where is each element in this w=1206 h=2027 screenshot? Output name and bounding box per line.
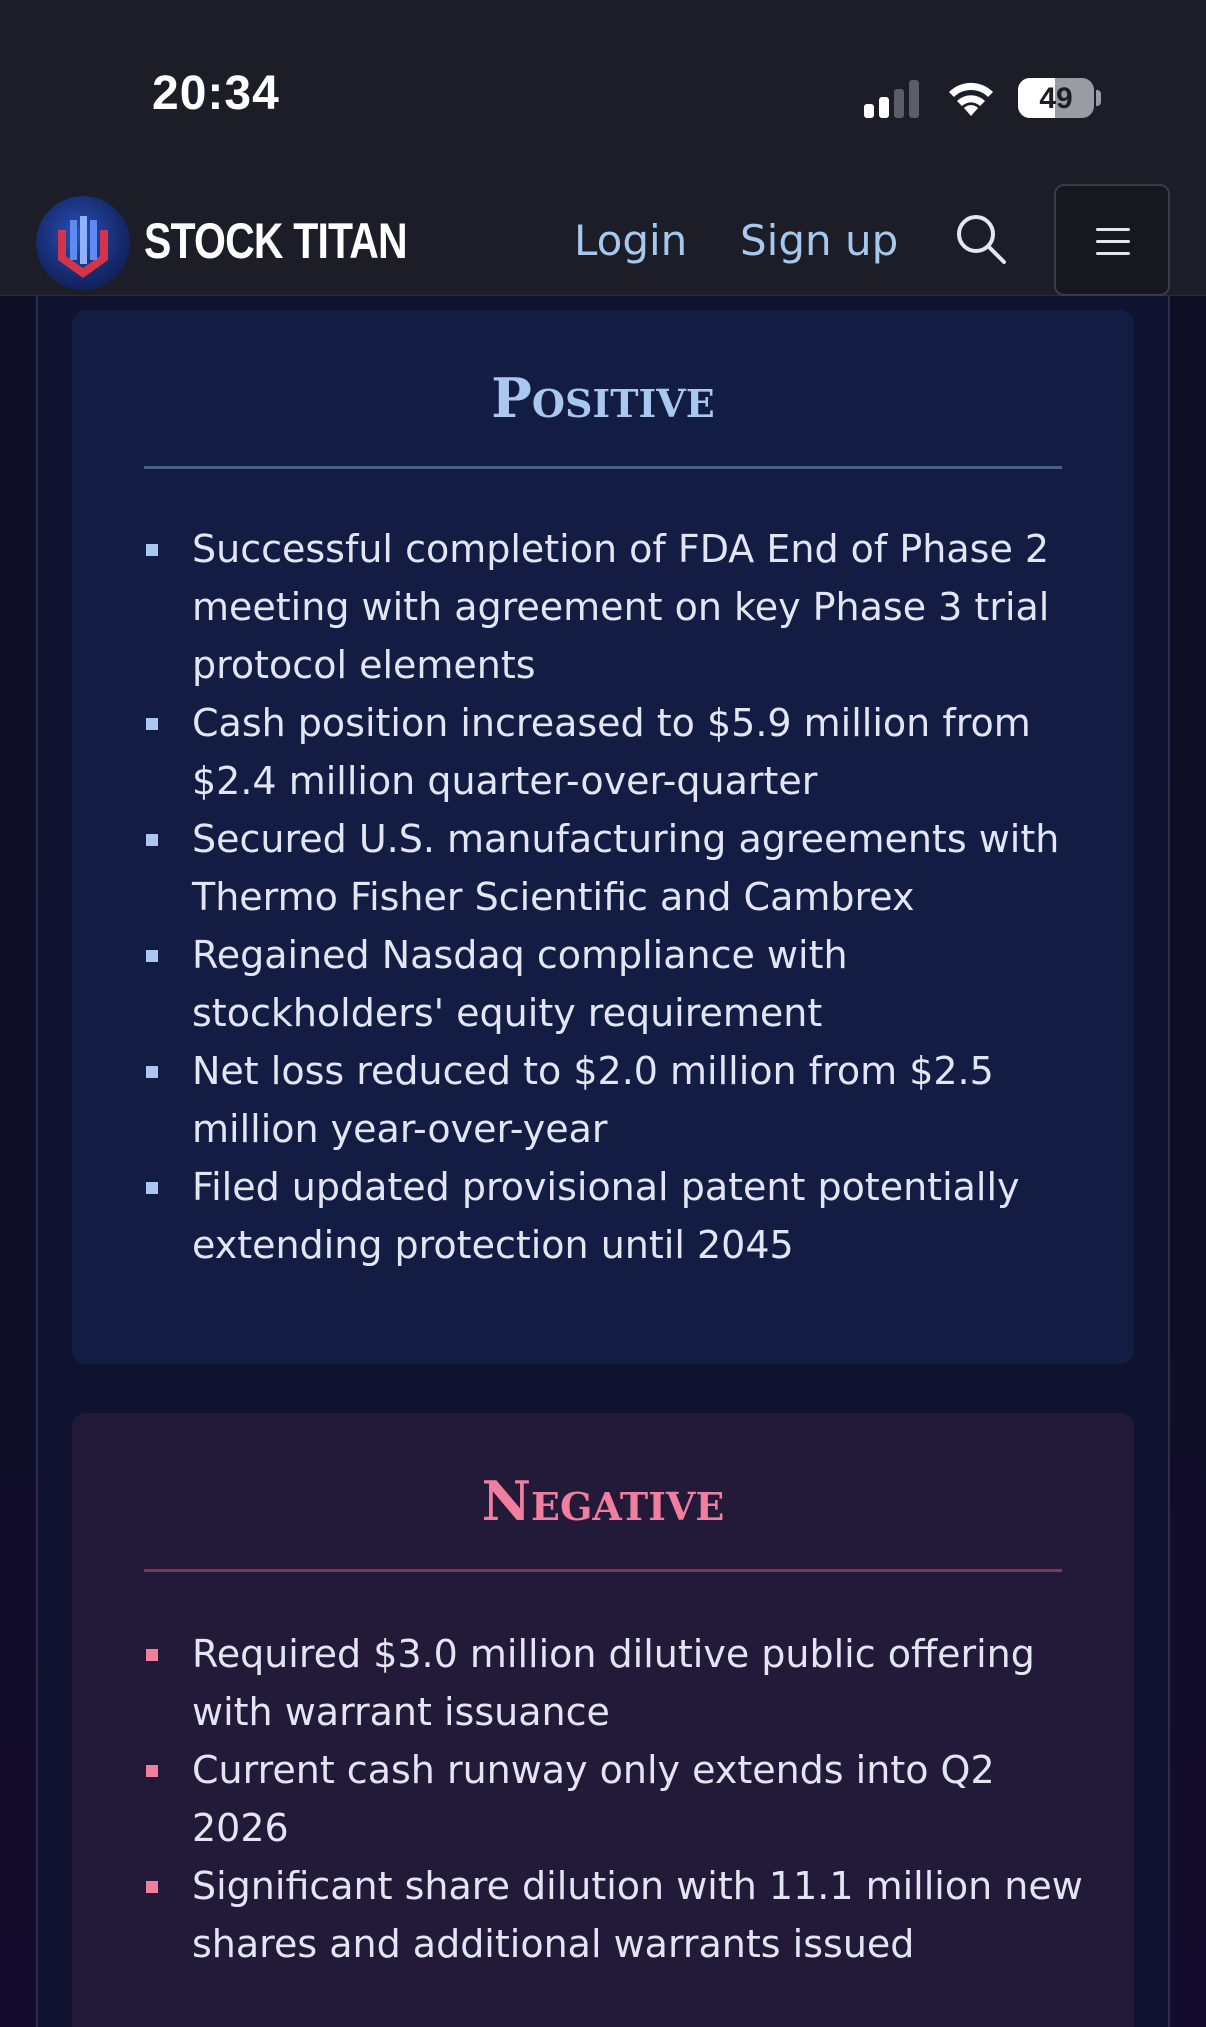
bullet-square-icon	[146, 544, 158, 556]
battery-tip	[1096, 90, 1101, 106]
negative-title: Negative	[481, 1469, 725, 1533]
status-time: 20:34	[152, 67, 280, 120]
bullet-square-icon	[146, 950, 158, 962]
positive-item	[144, 926, 1084, 1042]
bullet-square-icon	[146, 1066, 158, 1078]
negative-item-text: Significant share dilution with 11.1 million new shares and additional warrants issued	[192, 1864, 1083, 1966]
bullet-square-icon	[146, 1881, 158, 1893]
positive-item	[144, 1042, 1084, 1158]
negative-item	[144, 1625, 1084, 1741]
negative-card	[72, 1413, 1134, 2027]
site-header	[0, 186, 1206, 296]
bullet-square-icon	[146, 834, 158, 846]
positive-item	[144, 810, 1084, 926]
login-link[interactable]: Login	[574, 216, 688, 265]
logo-icon[interactable]	[36, 196, 130, 290]
negative-item-text: Required $3.0 million dilutive public offering with warrant issuance	[192, 1632, 1035, 1734]
positive-item-text: Filed updated provisional patent potentially extending protection until 2045	[192, 1165, 1020, 1267]
bullet-square-icon	[146, 1765, 158, 1777]
battery-icon	[1018, 78, 1094, 118]
positive-item-text: Regained Nasdaq compliance with stockholders' equity requirement	[192, 933, 848, 1035]
cellular-signal-icon	[864, 78, 924, 118]
positive-item-text: Secured U.S. manufacturing agreements with Thermo Fisher Scientific and Cambrex	[192, 817, 1060, 919]
positive-divider	[144, 466, 1062, 469]
bullet-square-icon	[146, 1182, 158, 1194]
positive-item-text: Cash position increased to $5.9 million from $2.4 million quarter-over-quarter	[192, 701, 1031, 803]
brand-name[interactable]: STOCK TITAN	[144, 213, 407, 269]
negative-item	[144, 1857, 1084, 1973]
status-bar	[0, 0, 1206, 186]
negative-list	[144, 1625, 1084, 1973]
signup-link[interactable]: Sign up	[740, 216, 899, 265]
bullet-square-icon	[146, 1649, 158, 1661]
positive-item	[144, 520, 1084, 694]
positive-item	[144, 694, 1084, 810]
wifi-icon	[944, 76, 998, 118]
search-icon[interactable]	[952, 210, 1010, 268]
positive-list	[144, 520, 1084, 1274]
positive-card	[72, 310, 1134, 1364]
negative-item	[144, 1741, 1084, 1857]
hamburger-menu-icon[interactable]	[1054, 184, 1170, 296]
positive-item-text: Net loss reduced to $2.0 million from $2.5 million year-over-year	[192, 1049, 994, 1151]
positive-title: Positive	[491, 366, 715, 430]
battery-level: 49	[1039, 82, 1073, 115]
bullet-square-icon	[146, 718, 158, 730]
positive-item	[144, 1158, 1084, 1274]
negative-divider	[144, 1569, 1062, 1572]
negative-item-text: Current cash runway only extends into Q2 2026	[192, 1748, 995, 1850]
positive-item-text: Successful completion of FDA End of Phase 2 meeting with agreement on key Phase 3 trial protocol elements	[192, 527, 1050, 687]
